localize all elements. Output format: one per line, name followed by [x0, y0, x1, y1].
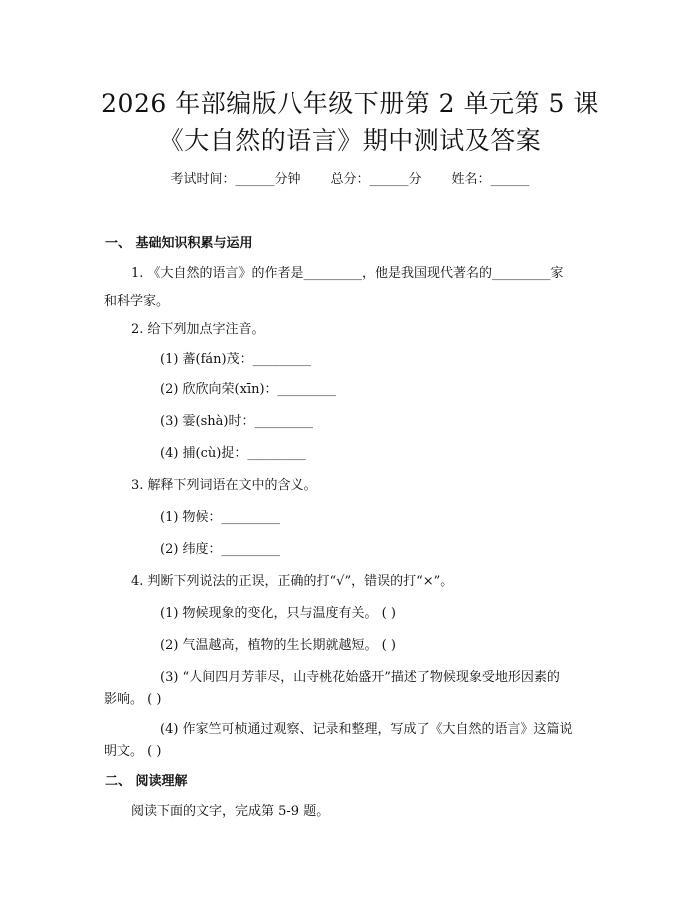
section-2-intro: 阅读下面的文字，完成第 5-9 题。 [131, 804, 330, 819]
question-3-item-1: (1) 物候：_________ [160, 510, 281, 525]
section-2-heading: 二、 阅读理解 [105, 774, 188, 789]
question-4-item-3-line-1: (3) “人间四月芳菲尽，山寺桃花始盛开”描述了物候现象受地形因素的 [160, 670, 560, 685]
question-4-item-4-line-2: 明文。 ( ) [104, 744, 162, 759]
exam-meta [0, 168, 700, 187]
question-1-line-2: 和科学家。 [104, 294, 170, 309]
question-3: 3. 解释下列词语在文中的含义。 [131, 478, 317, 493]
student-name: 姓名：______ [451, 172, 530, 187]
section-1-heading: 一、 基础知识积累与运用 [105, 236, 253, 251]
question-4-item-2: (2) 气温越高，植物的生长期就越短。 ( ) [160, 638, 396, 653]
question-2-item-3: (3) 霎(shà)时：_________ [160, 414, 313, 429]
question-4-item-4-line-1: (4) 作家竺可桢通过观察、记录和整理，写成了《大自然的语言》这篇说 [160, 722, 573, 737]
question-4: 4. 判断下列说法的正误，正确的打“√”，错误的打“×”。 [131, 574, 454, 589]
question-2-item-2: (2) 欣欣向荣(xīn)：_________ [160, 382, 337, 397]
question-2-item-4: (4) 捕(cù)捉：_________ [160, 446, 306, 461]
question-4-item-1: (1) 物候现象的变化，只与温度有关。 ( ) [160, 606, 396, 621]
total-score: 总分：______分 [330, 172, 422, 187]
question-3-item-2: (2) 纬度：_________ [160, 542, 281, 557]
exam-time: 考试时间：______分钟 [170, 172, 301, 187]
question-1-line-1: 1. 《大自然的语言》的作者是_________，他是我国现代著名的_________家 [131, 266, 564, 281]
question-2-item-1: (1) 蕃(fán)茂：_________ [160, 352, 312, 367]
title-line-1: 2026 年部编版八年级下册第 2 单元第 5 课 [101, 89, 599, 118]
title-line-2: 《大自然的语言》期中测试及答案 [158, 126, 542, 155]
question-2: 2. 给下列加点字注音。 [131, 322, 265, 337]
question-4-item-3-line-2: 影响。 ( ) [104, 692, 162, 707]
